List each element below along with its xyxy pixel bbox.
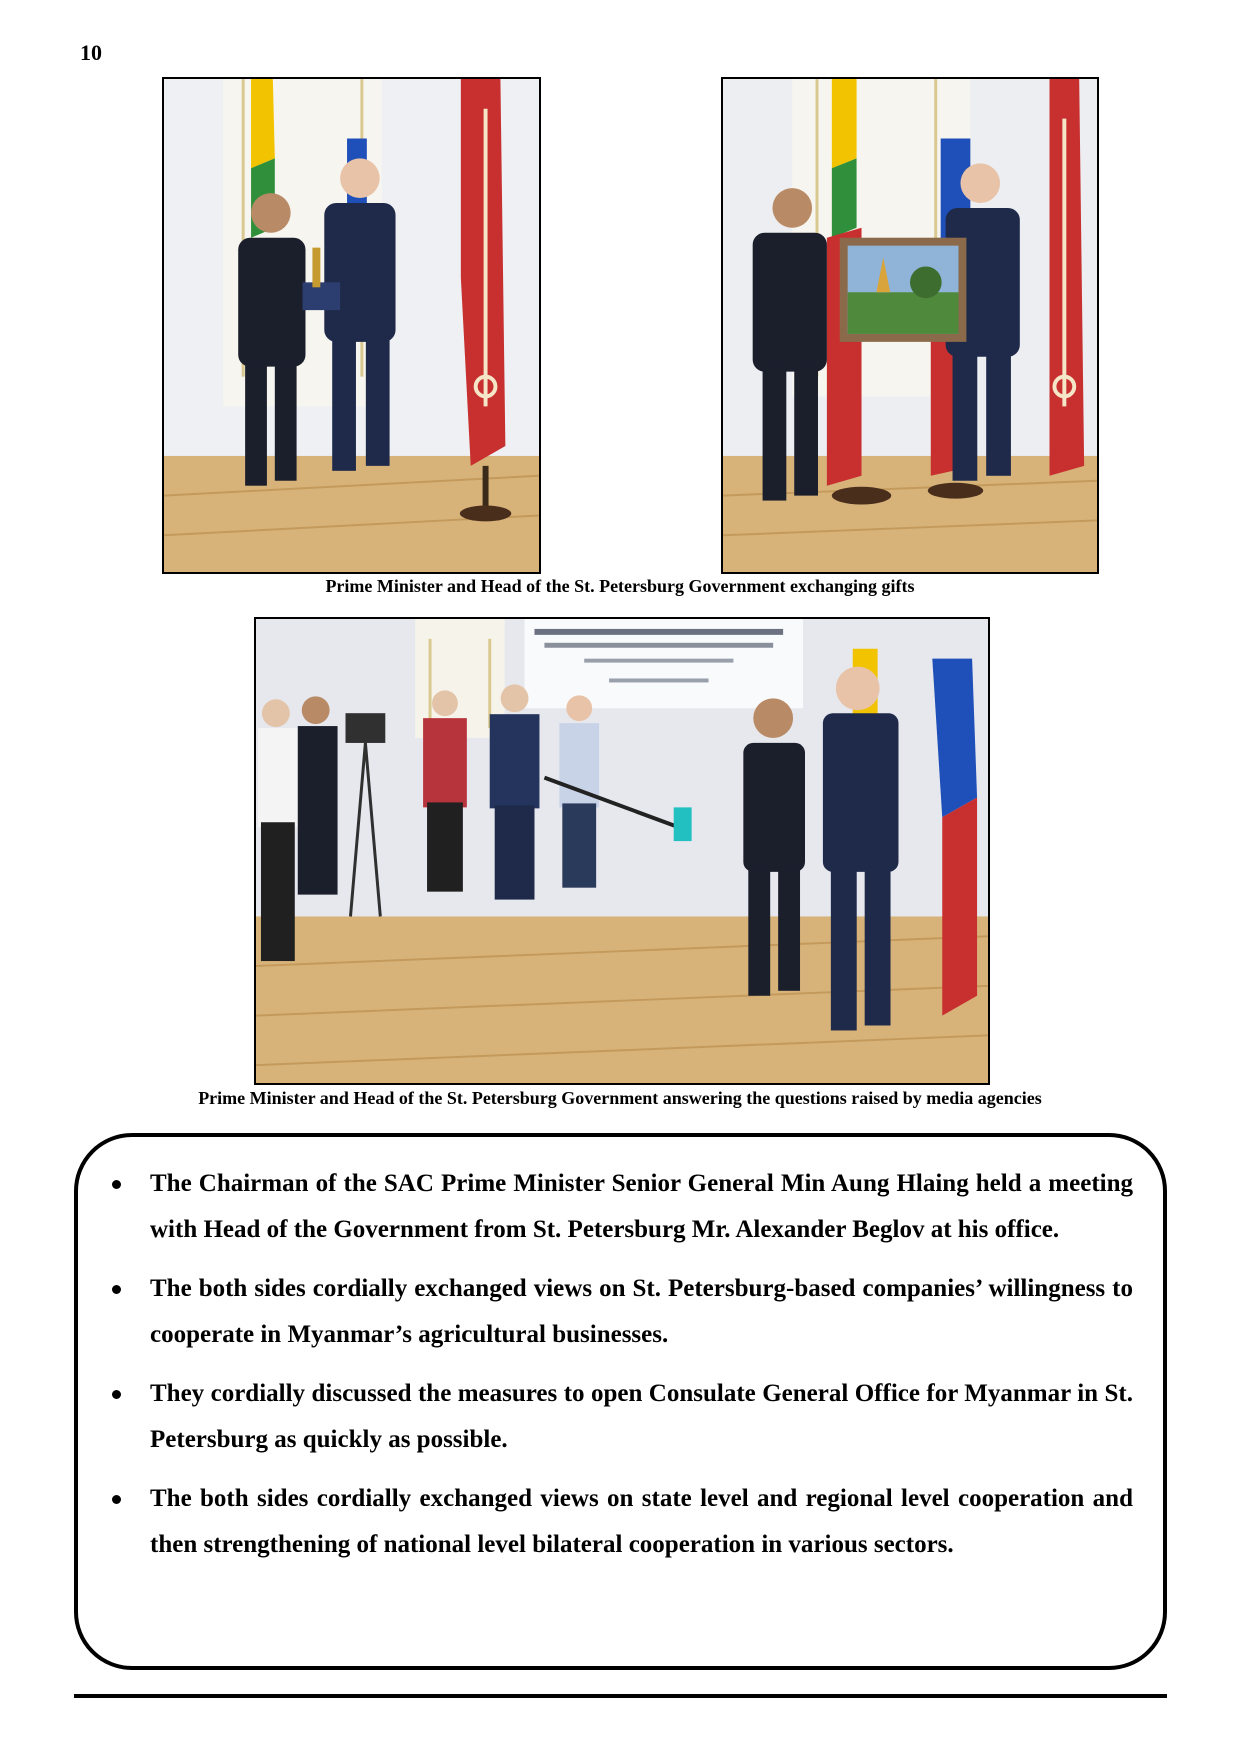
summary-bullet-text: They cordially discussed the measures to open Consulate General Office for Myanmar in St. Petersburg as quickly as possible.	[150, 1380, 1133, 1453]
summary-bullet-text: The both sides cordially exchanged views on state level and regional level cooperation and then strengthening of national level bilateral cooperation in various sectors.	[150, 1485, 1133, 1558]
bullet-icon	[112, 1180, 121, 1189]
caption-gift-exchange: Prime Minister and Head of the St. Petersburg Government exchanging gifts	[325, 576, 915, 596]
page-number: 10	[80, 40, 102, 65]
summary-bullet-text: The Chairman of the SAC Prime Minister Senior General Min Aung Hlaing held a meeting with Head of the Government from St. Petersburg Mr. Alexander Beglov at his office.	[150, 1170, 1133, 1243]
gift-painting-scene	[723, 79, 1097, 572]
bottom-rule-divider	[74, 1694, 1167, 1698]
caption-media-press: Prime Minister and Head of the St. Petersburg Government answering the questions raised by media agencies	[198, 1088, 1042, 1108]
summary-bullet-item	[112, 1161, 1133, 1253]
bullet-icon	[112, 1495, 121, 1504]
summary-box	[74, 1133, 1167, 1670]
bullet-icon	[112, 1390, 121, 1399]
photo-gift-exchange-award	[162, 77, 541, 574]
summary-bullet-list	[112, 1161, 1133, 1568]
photo-gift-exchange-painting	[721, 77, 1099, 574]
summary-bullet-item	[112, 1266, 1133, 1358]
bullet-icon	[112, 1285, 121, 1294]
summary-bullet-text: The both sides cordially exchanged views on St. Petersburg-based companies’ willingness to cooperate in Myanmar’s agricultural businesses.	[150, 1275, 1133, 1348]
media-press-scene	[256, 619, 988, 1083]
summary-bullet-item	[112, 1476, 1133, 1568]
gift-award-scene	[164, 79, 539, 572]
photo-media-press-meeting	[254, 617, 990, 1085]
summary-bullet-item	[112, 1371, 1133, 1463]
